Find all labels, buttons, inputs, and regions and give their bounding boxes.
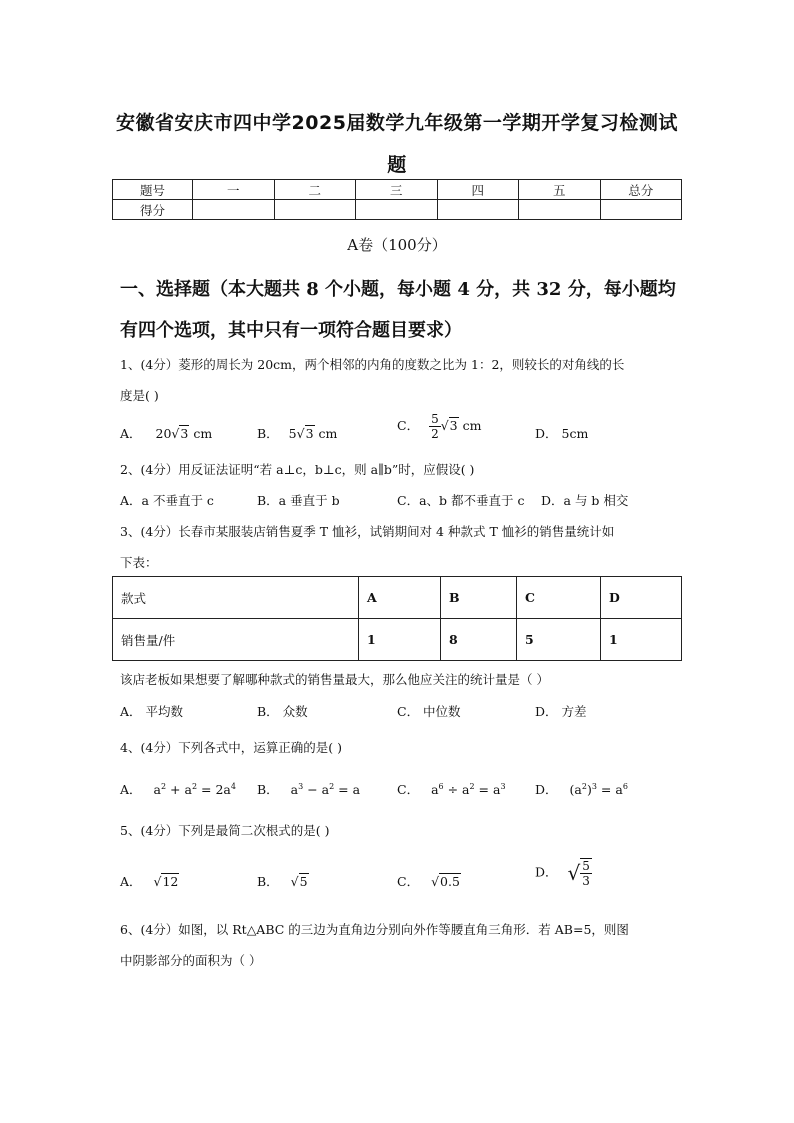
score-cell (274, 200, 356, 220)
radicand: 12 (162, 874, 179, 889)
score-header-cell: 二 (274, 180, 356, 200)
question-2-option-d: D．a 与 b 相交 (541, 493, 629, 508)
radicand: 0.5 (440, 874, 460, 889)
sales-cell: 8 (441, 619, 517, 661)
sqrt-icon: √ (431, 874, 440, 889)
option-label: B． (257, 782, 279, 797)
option-label: B． (257, 874, 279, 889)
sales-header-cell: D (601, 577, 682, 619)
question-3-line1: 3、(4分）长春市某服装店销售夏季 T 恤衫，试销期间对 4 种款式 T 恤衫的销售量统计如 (120, 524, 615, 539)
denominator: 2 (431, 427, 439, 441)
score-header-row (113, 180, 682, 200)
sqrt-icon: √ (153, 874, 162, 889)
sales-cell: 5 (517, 619, 601, 661)
question-3-option-a: A． 平均数 (120, 704, 184, 719)
score-header-cell: 一 (193, 180, 275, 200)
score-cell (356, 200, 438, 220)
question-6-line2: 中阴影部分的面积为（ ） (120, 953, 262, 968)
question-4-option-d (535, 780, 628, 798)
option-expression: $a^3 - a^2 = a$ (290, 781, 361, 797)
radicand: 5 (299, 874, 308, 889)
score-table (112, 179, 682, 220)
option-label: D． (535, 782, 558, 797)
sqrt-icon: √ (171, 426, 180, 441)
question-5-option-d (535, 858, 592, 888)
question-4-option-a (120, 780, 236, 798)
sales-row-label: 销售量/件 (113, 619, 359, 661)
numerator: 5 (431, 412, 439, 426)
question-1-option-a (120, 424, 212, 442)
option-coefficient: 20 (155, 426, 172, 441)
sales-header-cell: A (359, 577, 441, 619)
question-4-option-c (397, 780, 506, 798)
question-2: 2、(4分）用反证法证明“若 a⊥c，b⊥c，则 a∥b”时，应假设( ) (120, 462, 475, 477)
sqrt-icon: √ (440, 418, 449, 433)
sales-table (112, 576, 682, 661)
option-label: C． (397, 874, 420, 889)
option-label: A． (120, 426, 142, 441)
sqrt-icon: √ (290, 874, 299, 889)
exam-title-line2: 题 (387, 154, 407, 176)
score-cell (193, 200, 275, 220)
sales-header-cell: C (517, 577, 601, 619)
question-3-followup: 该店老板如果想要了解哪种款式的销售量最大，那么他应关注的统计量是（ ） (120, 672, 549, 687)
exam-title-line1: 安徽省安庆市四中学2025届数学九年级第一学期开学复习检测试 (116, 112, 678, 134)
option-label: A． (120, 782, 142, 797)
sales-cell: 1 (601, 619, 682, 661)
denominator: 3 (582, 874, 590, 888)
question-5: 5、(4分）下列是最简二次根式的是( ) (120, 823, 330, 838)
question-2-option-c: C．a、b 都不垂直于 c (397, 493, 525, 508)
score-header-cell: 总分 (600, 180, 682, 200)
question-1-line2: 度是( ) (120, 388, 159, 403)
option-expression: $a^6 \div a^2 = a^3$ (431, 781, 506, 797)
fraction (580, 858, 592, 888)
question-2-option-b: B．a 垂直于 b (257, 493, 340, 508)
option-unit: cm (193, 426, 213, 441)
sqrt-icon: √ (296, 426, 305, 441)
score-header-cell: 四 (437, 180, 519, 200)
option-expression: $a^2 + a^2 = 2a^4$ (153, 781, 236, 797)
question-3-option-c: C． 中位数 (397, 704, 461, 719)
score-cell (600, 200, 682, 220)
score-header-cell: 题号 (113, 180, 193, 200)
question-1-option-b (257, 424, 337, 442)
question-1-option-c (397, 412, 481, 441)
option-unit: cm (462, 418, 482, 433)
numerator: 5 (582, 859, 590, 873)
question-2-option-a: A．a 不垂直于 c (120, 493, 214, 508)
score-cell (437, 200, 519, 220)
option-label: C． (397, 418, 420, 433)
question-5-option-a (120, 872, 179, 890)
question-3-option-b: B． 众数 (257, 704, 308, 719)
score-row-label: 得分 (113, 200, 193, 220)
option-label: B． (257, 426, 279, 441)
question-4: 4、(4分）下列各式中，运算正确的是( ) (120, 740, 343, 755)
sales-header-row (113, 577, 682, 619)
sales-header-cell: B (441, 577, 517, 619)
option-unit: cm (318, 426, 338, 441)
score-header-cell: 五 (519, 180, 601, 200)
section1-heading-line2: 有四个选项，其中只有一项符合题目要求） (120, 320, 462, 341)
question-5-option-c (397, 872, 461, 890)
option-label: D． (535, 864, 558, 880)
option-coefficient: 5 (288, 426, 297, 441)
question-6-line1: 6、(4分）如图，以 Rt△ABC 的三边为直角边分别向外作等腰直角三角形．若 AB=5，则图 (120, 922, 629, 937)
option-expression: $(a^2)^3 = a^6$ (569, 781, 628, 797)
option-label: A． (120, 874, 142, 889)
sales-cell: 1 (359, 619, 441, 661)
score-row (113, 200, 682, 220)
part-a-heading: A卷（100分） (347, 236, 447, 254)
question-3-line2: 下表： (120, 555, 158, 570)
option-label: C． (397, 782, 420, 797)
score-cell (519, 200, 601, 220)
fraction (429, 412, 441, 441)
sales-data-row (113, 619, 682, 661)
sales-header-cell: 款式 (113, 577, 359, 619)
section1-heading-line1: 一、选择题（本大题共 8 个小题，每小题 4 分，共 32 分，每小题均 (120, 279, 676, 300)
sqrt-icon: √ (567, 861, 581, 885)
question-1-line1: 1、(4分）菱形的周长为 20cm，两个相邻的内角的度数之比为 1：2，则较长的对角线的长 (120, 357, 625, 372)
question-4-option-b (257, 780, 360, 798)
radicand: 3 (449, 418, 458, 433)
question-1-option-d: D． 5cm (535, 426, 589, 441)
radicand: 3 (305, 426, 314, 441)
question-3-option-d: D． 方差 (535, 704, 587, 719)
radicand: 3 (180, 426, 189, 441)
score-header-cell: 三 (356, 180, 438, 200)
question-5-option-b (257, 872, 309, 890)
